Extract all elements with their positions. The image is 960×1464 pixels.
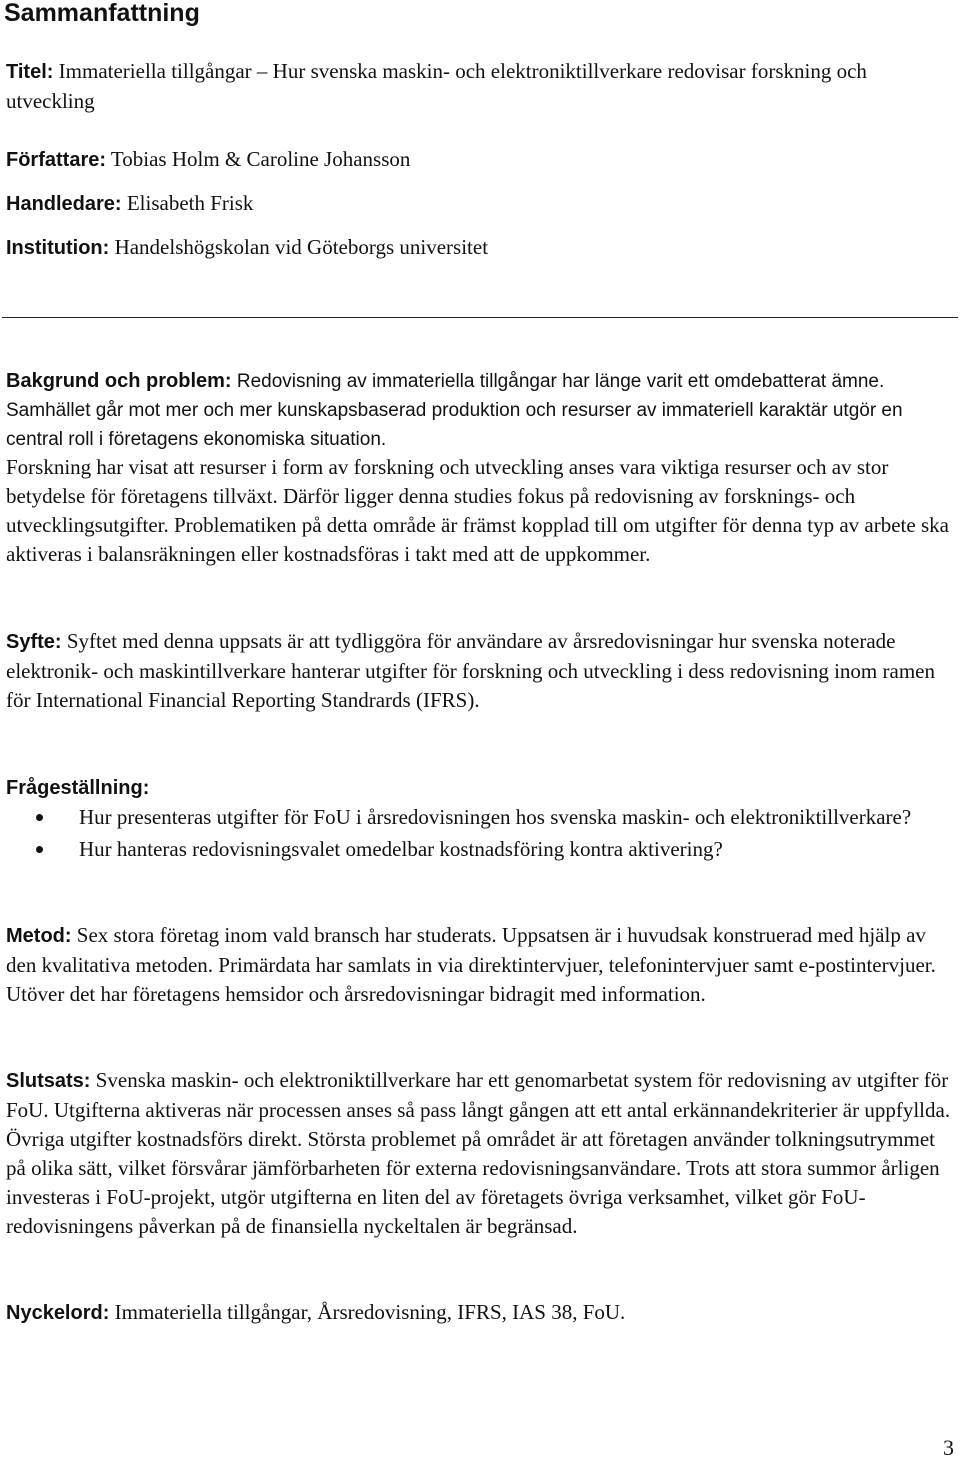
background-text: Redovisning av immateriella tillgångar har länge varit ett omdebatterat ämne. Samhället går mot mer och mer kunskapsbaserad produktion och resurser av immateriell karaktär utgör en central roll i företagens ekonomiska situation. [6,371,903,450]
page-number: 3 [943,1435,954,1460]
questions-heading [6,773,954,803]
conclusion-text: Svenska maskin- och elektroniktillverkare har ett genomarbetat system för redovisning av utgifter för FoU. Utgifterna aktiveras när processen anses så pass långt gången att ett antal erkännandekriterier är uppfyllda. Övriga utgifter kostnadsförs direkt. Största problemet på området är att företagen använder tolkningsutrymmet på olika sätt, vilket försvårar jämförbarheten för externa redovisningsanvändare. Trots att stora summor årligen investeras i FoU-projekt, utgör utgifterna en liten del av företagets övriga verksamhet, vilket gör FoU-redovisningens påverkan på de finansiella nyckeltalen är begränsad. [6,1068,951,1238]
meta-title [6,57,946,116]
purpose-label: Syfte: [6,631,62,653]
background-paragraph [6,367,954,454]
conclusion-paragraph [6,1066,954,1241]
meta-supervisor [6,189,946,219]
question-2: Hur hanteras redovisningsvalet omedelbar kostnadsföring kontra aktivering? [79,837,723,861]
background-paragraph-2 [6,453,954,569]
page-title: Sammanfattning [4,0,200,27]
meta-authors [6,145,946,175]
bullet-icon [36,814,43,821]
keywords-paragraph [6,1298,954,1328]
keywords-text: Immateriella tillgångar, Årsredovisning, IFRS, IAS 38, FoU. [114,1300,626,1324]
purpose-text: Syftet med denna uppsats är att tydliggöra för användare av årsredovisningar hur svenska noterade elektronik- och maskintillverkare hanterar utgifter för forskning och utveckling i dess redovisning inom ramen för International Financial Reporting Standrards (IFRS). [6,629,935,712]
meta-supervisor-label: Handledare: [6,193,122,215]
bullet-icon [36,846,43,853]
method-text: Sex stora företag inom vald bransch har studerats. Uppsatsen är i huvudsak konstruerad med hjälp av den kvalitativa metoden. Primärdata har samlats in via direktintervjuer, telefonintervjuer samt e-postintervjuer. Utöver det har företagens hemsidor och årsredovisningar bidragit med information. [6,923,936,1006]
background-text-2: Forskning har visat att resurser i form av forskning och utveckling anses vara viktiga resurser och av stor betydelse för företagens tillväxt. Därför ligger denna studies fokus på redovisning av forsknings- och utvecklingsutgifter. Problematiken på detta område är främst kopplad till om utgifter för denna typ av arbete ska aktiveras i balansräkningen eller kostnadsföras i takt med att de uppkommer. [6,455,949,566]
question-1: Hur presenteras utgifter för FoU i årsredovisningen hos svenska maskin- och elektroniktillverkare? [79,805,912,829]
questions-list [6,803,946,867]
meta-institution-label: Institution: [6,237,110,259]
meta-supervisor-value: Elisabeth Frisk [126,191,254,215]
purpose-paragraph [6,627,954,715]
keywords-label: Nyckelord: [6,1302,110,1324]
meta-institution-value: Handelshögskolan vid Göteborgs universitet [114,235,489,259]
list-item [6,803,946,832]
meta-title-label: Titel: [6,61,54,83]
meta-title-value: Immateriella tillgångar – Hur svenska maskin- och elektroniktillverkare redovisar forskning och utveckling [6,59,867,113]
meta-authors-value: Tobias Holm & Caroline Johansson [110,147,411,171]
divider [2,317,958,318]
background-label: Bakgrund och problem: [6,370,232,392]
meta-institution [6,233,946,263]
meta-authors-label: Författare: [6,149,107,171]
conclusion-label: Slutsats: [6,1070,91,1092]
method-paragraph [6,921,954,1009]
questions-label: Frågeställning: [6,777,150,799]
list-item [6,835,946,864]
method-label: Metod: [6,925,72,947]
